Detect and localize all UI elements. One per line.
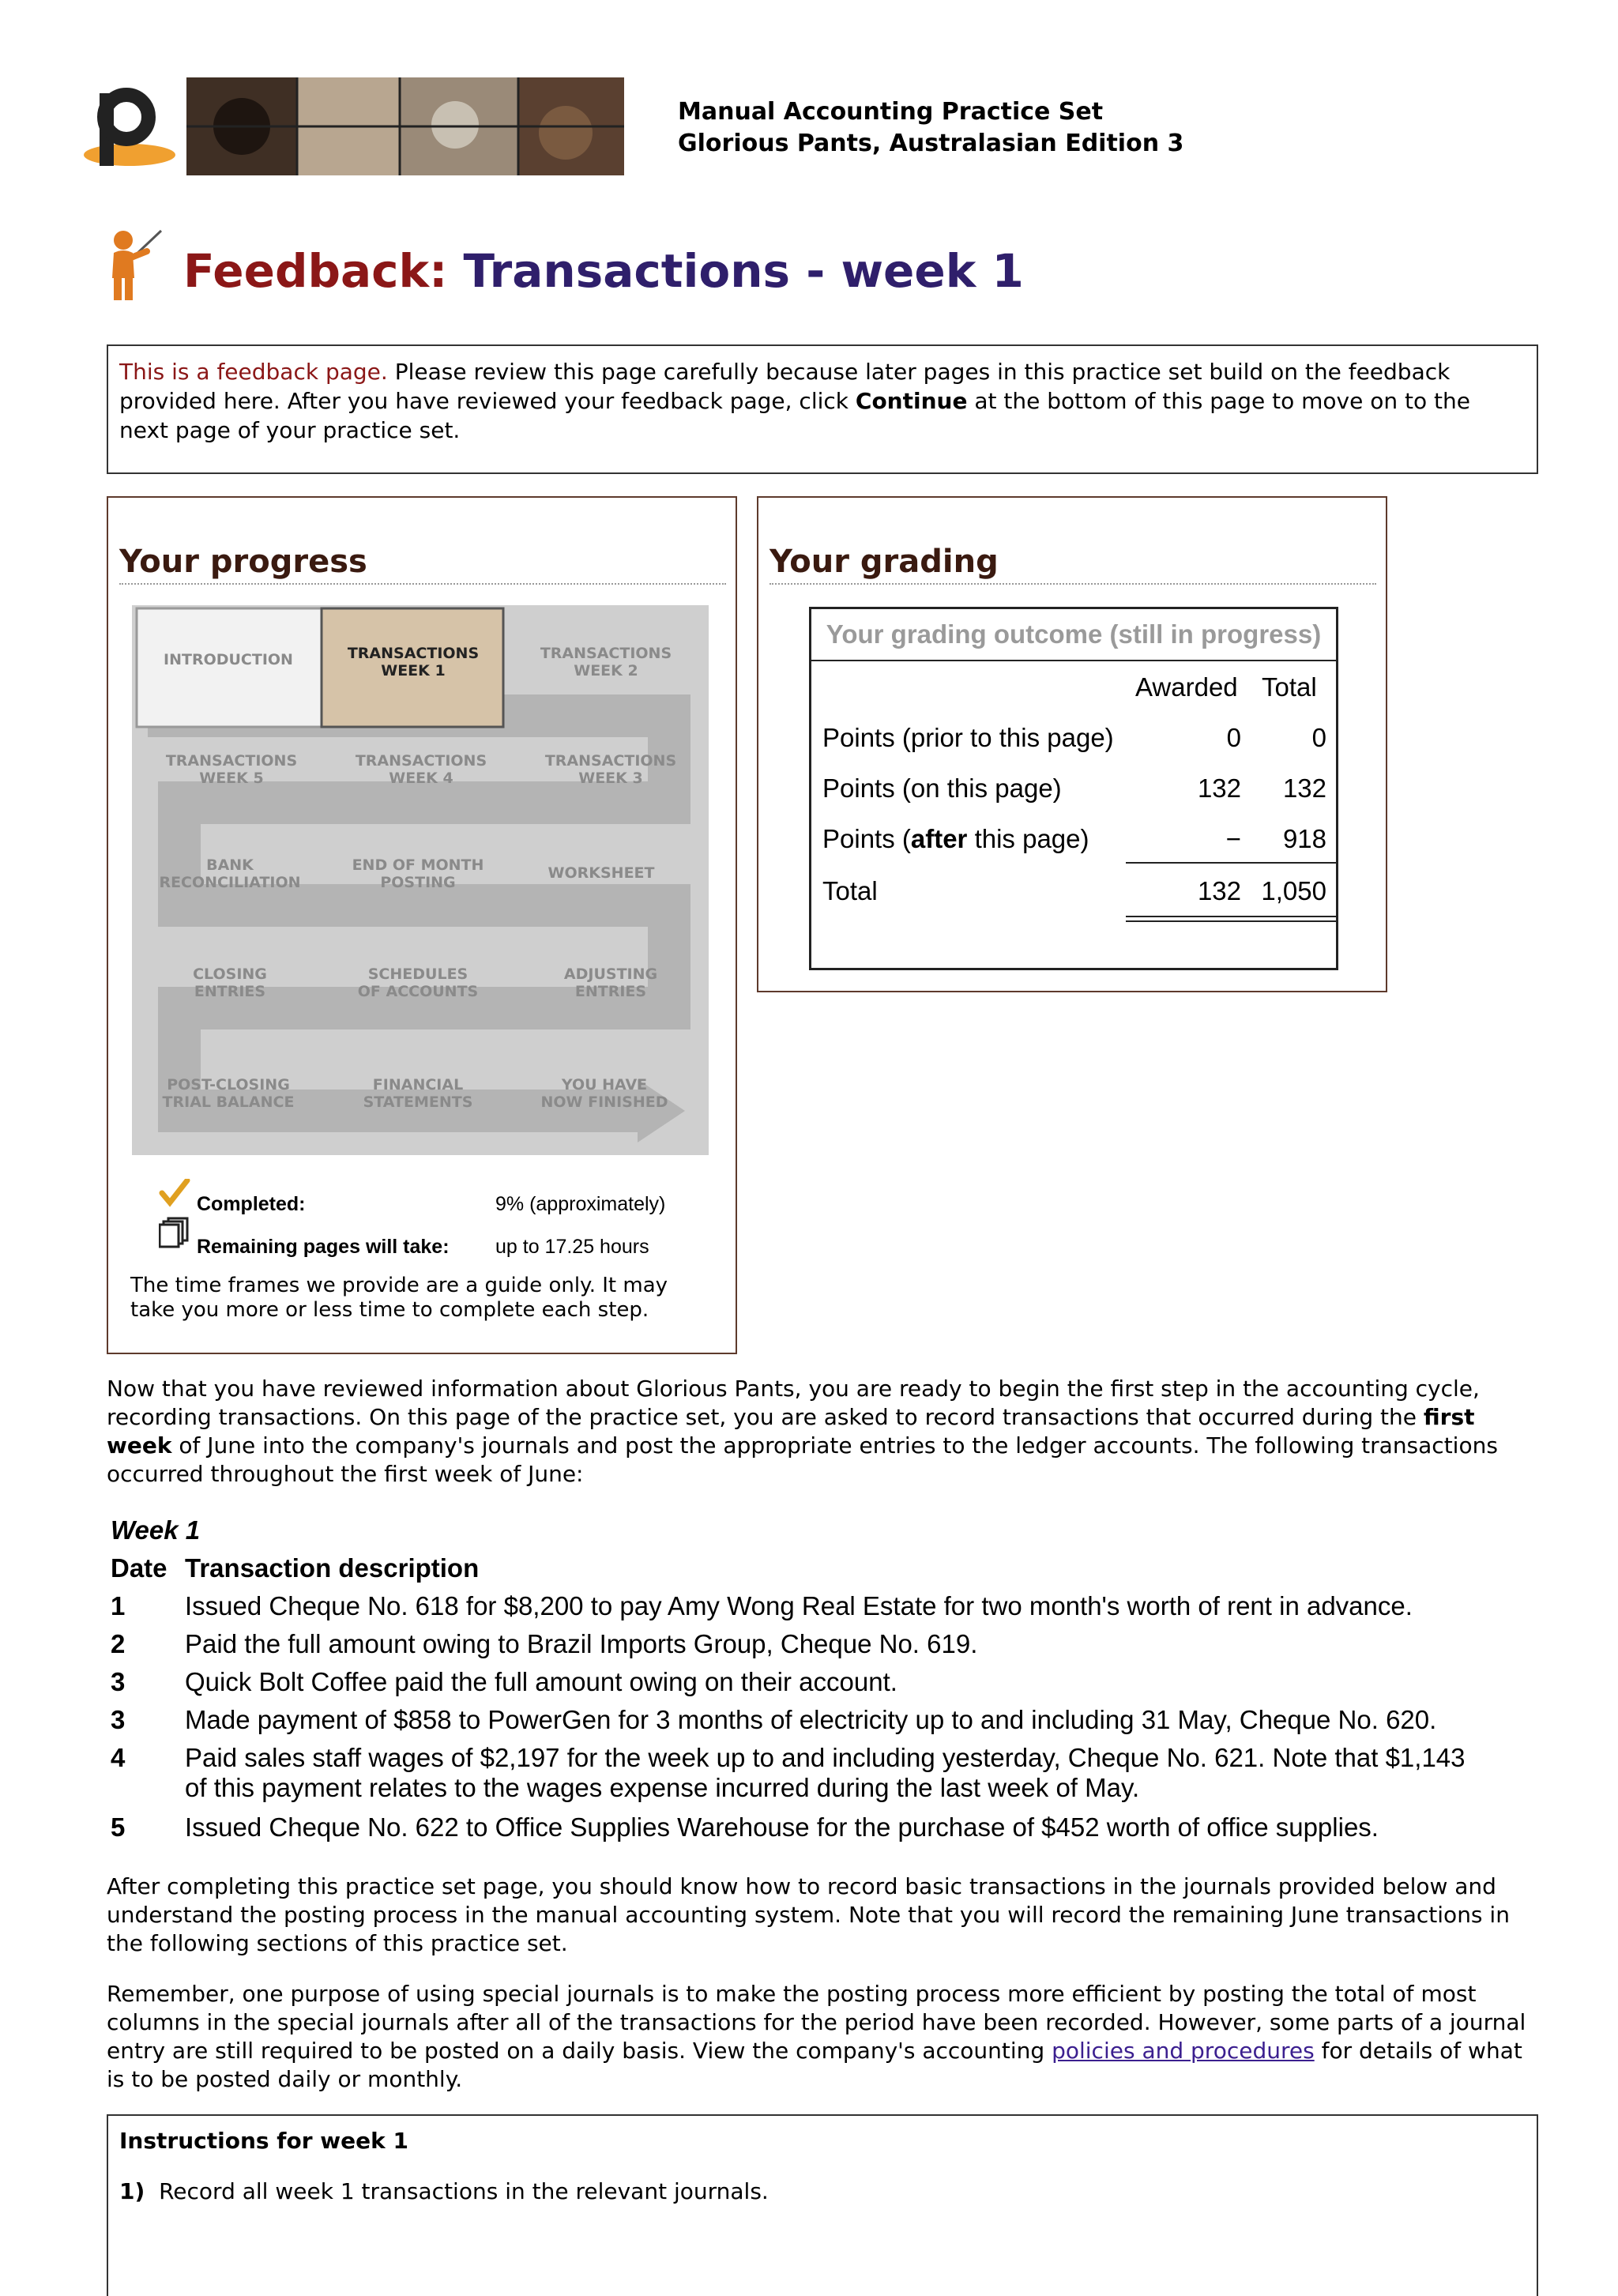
grading-table [809,607,1338,970]
row-on-page-total: 132 [1282,773,1326,803]
step-introduction: INTRODUCTION [164,651,293,668]
policies-and-procedures-link[interactable]: policies and procedures [1052,2038,1315,2064]
step-transactions-week-2: TRANSACTIONS WEEK 2 [540,645,672,679]
grading-heading: Your grading [769,544,1376,585]
transaction-row: 3 Made payment of $858 to PowerGen for 3 months of electricity up to and including 31 May, Cheque No. 620. [111,1705,1437,1734]
row-after-total: 918 [1282,824,1326,853]
row-after-label: Points (after this page) [822,824,1089,853]
header-subtitle: Glorious Pants, Australasian Edition 3 [678,130,1184,157]
step-transactions-week-3: TRANSACTIONS WEEK 3 [544,752,677,787]
row-total-awarded: 132 [1197,876,1241,905]
completed-value: 9% (approximately) [495,1193,666,1215]
row-total-total: 1,050 [1261,876,1326,905]
continue-reference: Continue [855,388,968,414]
row-prior-total: 0 [1311,723,1326,752]
completion-paragraph: After completing this practice set page, you should know how to record basic transactions in the journals provided below and understand the posting process in the manual accounting system. Note that you will record the remaining June transactions in the following sections of this practice set. [107,1873,1510,1956]
header-title: Manual Accounting Practice Set [678,98,1104,126]
step-transactions-week-1: TRANSACTIONS WEEK 1 [347,645,480,679]
step-bank-reconciliation: BANK RECONCILIATION [159,856,301,891]
page-title: Feedback: Transactions - week 1 [183,244,1024,298]
presenter-icon [101,226,167,302]
step-end-of-month-posting: END OF MONTH POSTING [352,856,484,891]
row-prior-awarded: 0 [1226,723,1241,752]
double-rule-bottom [1126,920,1338,922]
feedback-notice: This is a feedback page. Please review this page carefully because later pages in this practice set build on the feedback provided here. After you have reviewed your feedback page, click Continue at the bottom of this page to move on to the next page of your practice set. [107,344,1538,474]
step-transactions-week-4: TRANSACTIONS WEEK 4 [355,752,487,787]
grading-table-title: Your grading outcome (still in progress) [811,609,1336,661]
progress-panel [107,496,737,1354]
step-adjusting-entries: ADJUSTING ENTRIES [563,965,658,1000]
notice-lead: This is a feedback page. [119,359,388,385]
transaction-row: 4 Paid sales staff wages of $2,197 for the week up to and including yesterday, Cheque No. 621. Note that $1,143 of this payment relates to the wages expense incurred during the last week of May. [111,1743,1466,1802]
week-label: Week 1 [111,1515,201,1545]
progress-heading: Your progress [119,544,726,585]
transaction-row: 5 Issued Cheque No. 622 to Office Supplies Warehouse for the purchase of $452 worth of office supplies. [111,1812,1379,1842]
total-rule [1126,862,1338,864]
step-you-have-now-finished: YOU HAVE NOW FINISHED [540,1076,668,1111]
remaining-value: up to 17.25 hours [495,1236,649,1258]
timeframe-note: The time frames we provide are a guide only. It may take you more or less time to complete each step. [130,1274,668,1322]
row-on-page-label: Points (on this page) [822,773,1062,803]
remaining-label: Remaining pages will take: [197,1236,450,1258]
intro-paragraph: Now that you have reviewed information about Glorious Pants, you are ready to begin the first step in the accounting cycle, recording transactions. On this page of the practice set, you are asked to record transactions that occurred during the first week of June into the company's journals and post the appropriate entries to the ledger accounts. The following transactions occurred throughout the first week of June: [107,1376,1498,1487]
instruction-step-1: 1) Record all week 1 transactions in the relevant journals. [119,2178,769,2204]
transaction-row: 2 Paid the full amount owing to Brazil Imports Group, Cheque No. 619. [111,1629,978,1658]
double-rule-top [1126,916,1338,917]
checkmark-icon [159,1179,190,1207]
step-closing-entries: CLOSING ENTRIES [193,965,267,1000]
step-post-closing-trial-balance: POST-CLOSING TRIAL BALANCE [162,1076,295,1111]
grading-panel [757,496,1387,992]
row-prior-label: Points (prior to this page) [822,723,1114,752]
transaction-row: 1 Issued Cheque No. 618 for $8,200 to pay Amy Wong Real Estate for two month's worth of rent in advance. [111,1591,1413,1620]
special-journals-paragraph: Remember, one purpose of using special journals is to make the posting process more efficient by posting the total of most columns in the special journals after all of the transactions for the period have been recorded. However, some parts of a journal entry are still required to be posted on a daily basis. View the company's accounting policies and procedures for details of what is to be posted daily or monthly. [107,1981,1526,2092]
col-description: Transaction description [185,1553,480,1583]
progress-map [132,605,709,1155]
puzzle-banner-image [186,77,624,175]
col-date: Date [111,1553,167,1583]
completed-label: Completed: [197,1193,306,1215]
step-transactions-week-5: TRANSACTIONS WEEK 5 [165,752,298,787]
row-after-awarded: − [1225,824,1241,853]
pearson-logo [82,82,177,177]
step-worksheet: WORKSHEET [547,864,655,882]
transaction-row: 3 Quick Bolt Coffee paid the full amount owing on their account. [111,1667,897,1696]
row-total-label: Total [822,876,878,905]
step-financial-statements: FINANCIAL STATEMENTS [363,1076,473,1111]
step-schedules-of-accounts: SCHEDULES OF ACCOUNTS [357,965,479,1000]
pages-icon [159,1217,190,1248]
col-total: Total [1262,672,1317,702]
instructions-heading: Instructions for week 1 [119,2128,408,2154]
col-awarded: Awarded [1135,672,1238,702]
row-on-page-awarded: 132 [1197,773,1241,803]
instructions-box [107,2114,1538,2296]
